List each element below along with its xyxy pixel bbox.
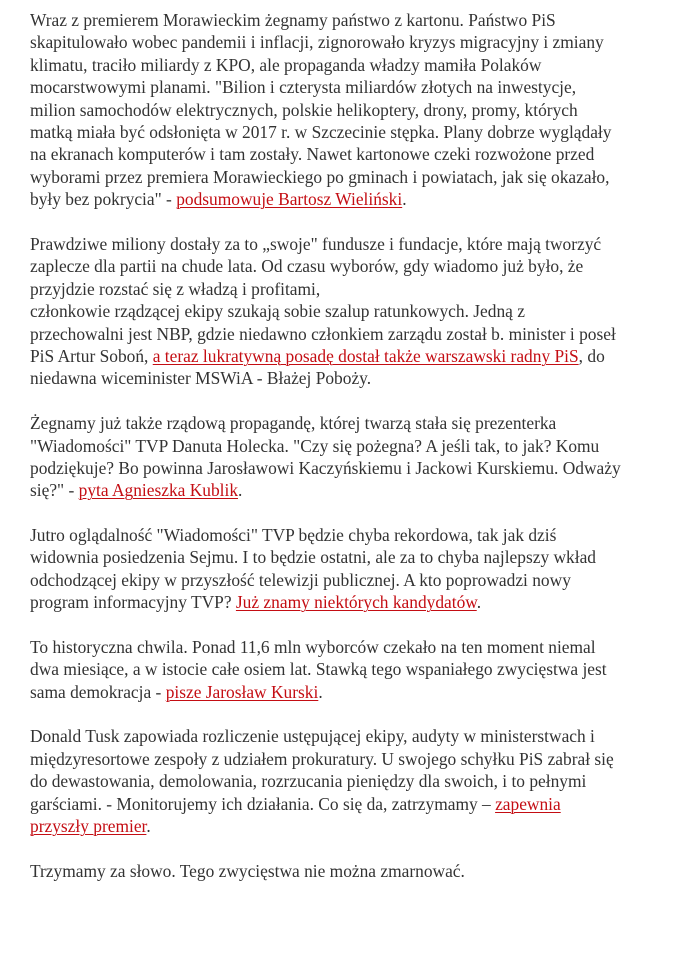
text-segment: . bbox=[146, 816, 151, 837]
text-segment: . bbox=[476, 592, 482, 613]
article-paragraph bbox=[30, 860, 670, 882]
text-line bbox=[30, 748, 670, 770]
text-segment: niedawna wiceminister MSWiA - Błażej Poboży. bbox=[30, 368, 372, 389]
text-line bbox=[30, 770, 670, 792]
text-line bbox=[30, 166, 670, 188]
text-segment: Donald Tusk zapowiada rozliczenie ustępującej ekipy, audyty w ministerstwach i bbox=[30, 726, 595, 747]
text-line bbox=[30, 99, 670, 121]
text-segment: przechowalni jest NBP, gdzie niedawno członkiem zarządu został b. minister i poseł bbox=[30, 323, 616, 344]
text-line bbox=[30, 54, 670, 76]
article-body bbox=[30, 9, 670, 904]
text-segment: były bez pokrycia" - bbox=[30, 189, 177, 210]
text-line bbox=[30, 658, 670, 680]
text-segment: skapitulowało wobec pandemii i inflacji, zignorowało kryzys migracyjny i zmiany bbox=[30, 32, 604, 53]
text-segment: klimatu, traciło miliardy z KPO, ale propaganda władzy mamiła Polaków bbox=[30, 54, 542, 75]
text-segment: milion samochodów elektrycznych, polskie helikoptery, drony, promy, których bbox=[30, 99, 578, 120]
text-line bbox=[30, 9, 670, 31]
text-segment: Trzymamy za słowo. Tego zwycięstwa nie można zmarnować. bbox=[30, 860, 465, 881]
text-segment: matką miała być odsłonięta w 2017 r. w Szczecinie stępka. Plany dobrze wyglądały bbox=[30, 122, 612, 143]
text-line bbox=[30, 569, 670, 591]
text-line bbox=[30, 367, 670, 389]
text-segment: członkowie rządzącej ekipy szukają sobie szalup ratunkowych. Jedną z bbox=[30, 301, 525, 322]
text-segment: , do bbox=[578, 345, 605, 366]
text-line bbox=[30, 681, 670, 703]
article-paragraph bbox=[30, 412, 670, 502]
text-segment: PiS Artur Soboń, bbox=[30, 345, 153, 366]
text-segment: Żegnamy już także rządową propagandę, której twarzą stała się prezenterka bbox=[30, 413, 557, 434]
text-segment: międzyresortowe zespoły z udziałem prokuratury. U swojego schyłku PiS zabrał się bbox=[30, 748, 614, 769]
text-segment: garściami. - Monitorujemy ich działania. Co się da, zatrzymamy – bbox=[30, 793, 496, 814]
text-segment: podziękuje? Bo powinna Jarosławowi Kaczyńskiemu i Jackowi Kurskiemu. Odważy bbox=[30, 457, 621, 478]
text-segment: Wraz z premierem Morawieckim żegnamy państwo z kartonu. Państwo PiS bbox=[30, 10, 556, 30]
text-line bbox=[30, 435, 670, 457]
text-segment: na ekranach komputerów i tam zostały. Nawet kartonowe czeki rozwożone przed bbox=[30, 144, 595, 165]
text-segment: . bbox=[238, 480, 243, 501]
text-line bbox=[30, 255, 670, 277]
text-segment: Jutro oglądalność "Wiadomości" TVP będzie chyba rekordowa, tak jak dziś bbox=[30, 525, 557, 546]
text-line bbox=[30, 524, 670, 546]
link-pyta-agnieszka-kublik[interactable]: pyta Agnieszka Kublik bbox=[78, 480, 239, 501]
text-segment: dwa miesiące, a w istocie całe osiem lat. Stawką tego wspaniałego zwycięstwa jest bbox=[30, 659, 607, 680]
text-line bbox=[30, 815, 670, 837]
text-line bbox=[30, 457, 670, 479]
text-line bbox=[30, 121, 670, 143]
text-line bbox=[30, 188, 670, 210]
text-segment: się?" - bbox=[30, 480, 79, 501]
link-pisze-jaroslaw-kurski[interactable]: pisze Jarosław Kurski bbox=[165, 681, 319, 702]
text-segment: program informacyjny TVP? bbox=[30, 592, 236, 613]
text-line bbox=[30, 479, 670, 501]
text-line bbox=[30, 725, 670, 747]
text-segment: do dewastowania, demolowania, rozrzucania pieniędzy dla swoich, i to pełnymi bbox=[30, 771, 587, 792]
text-line bbox=[30, 300, 670, 322]
link-podsumowuje-bartosz-wielinski[interactable]: podsumowuje Bartosz Wieliński bbox=[176, 189, 403, 210]
text-line bbox=[30, 636, 670, 658]
article-paragraph bbox=[30, 725, 670, 837]
text-segment: Prawdziwe miliony dostały za to „swoje" fundusze i fundacje, które mają tworzyć bbox=[30, 233, 602, 254]
text-segment: . bbox=[318, 681, 323, 702]
text-line bbox=[30, 233, 670, 255]
text-segment: zaplecze dla partii na chude lata. Od czasu wyborów, gdy wiadomo już było, że bbox=[30, 256, 584, 277]
link-zapewnia-przyszly-premier-cont[interactable]: przyszły premier bbox=[30, 816, 147, 837]
text-segment: widownia posiedzenia Sejmu. I to będzie ostatni, ale za to chyba najlepszy wkład bbox=[30, 547, 596, 568]
text-line bbox=[30, 76, 670, 98]
text-line bbox=[30, 345, 670, 367]
article-paragraph bbox=[30, 233, 670, 390]
text-line bbox=[30, 546, 670, 568]
text-line bbox=[30, 860, 670, 882]
text-line bbox=[30, 412, 670, 434]
text-segment: To historyczna chwila. Ponad 11,6 mln wyborców czekało na ten moment niemal bbox=[30, 636, 596, 657]
text-segment: . bbox=[402, 189, 407, 210]
link-znamy-kandydatow[interactable]: Już znamy niektórych kandydatów bbox=[235, 592, 477, 613]
article-paragraph bbox=[30, 636, 670, 703]
article-paragraph bbox=[30, 524, 670, 614]
text-segment: przyjdzie rozstać się z władzą i profitami, bbox=[30, 278, 321, 299]
text-line bbox=[30, 591, 670, 613]
text-line bbox=[30, 323, 670, 345]
text-segment: sama demokracja - bbox=[30, 681, 166, 702]
text-line bbox=[30, 278, 670, 300]
text-segment: mocarstwowymi planami. "Bilion i czterysta miliardów złotych na inwestycje, bbox=[30, 77, 577, 98]
text-segment: wyborami przez premiera Morawieckiego po gminach i powiatach, jak się okazało, bbox=[30, 166, 610, 187]
text-line bbox=[30, 143, 670, 165]
text-segment: odchodzącej ekipy w przyszłość telewizji publicznej. A kto poprowadzi nowy bbox=[30, 569, 571, 590]
link-zapewnia-przyszly-premier[interactable]: zapewnia bbox=[495, 793, 561, 814]
text-segment: "Wiadomości" TVP Danuta Holecka. "Czy się pożegna? A jeśli tak, to jak? Komu bbox=[30, 435, 600, 456]
article-paragraph bbox=[30, 9, 670, 211]
text-line bbox=[30, 31, 670, 53]
text-line bbox=[30, 793, 670, 815]
link-warszawski-radny-pis[interactable]: a teraz lukratywną posadę dostał także warszawski radny PiS bbox=[152, 345, 579, 366]
